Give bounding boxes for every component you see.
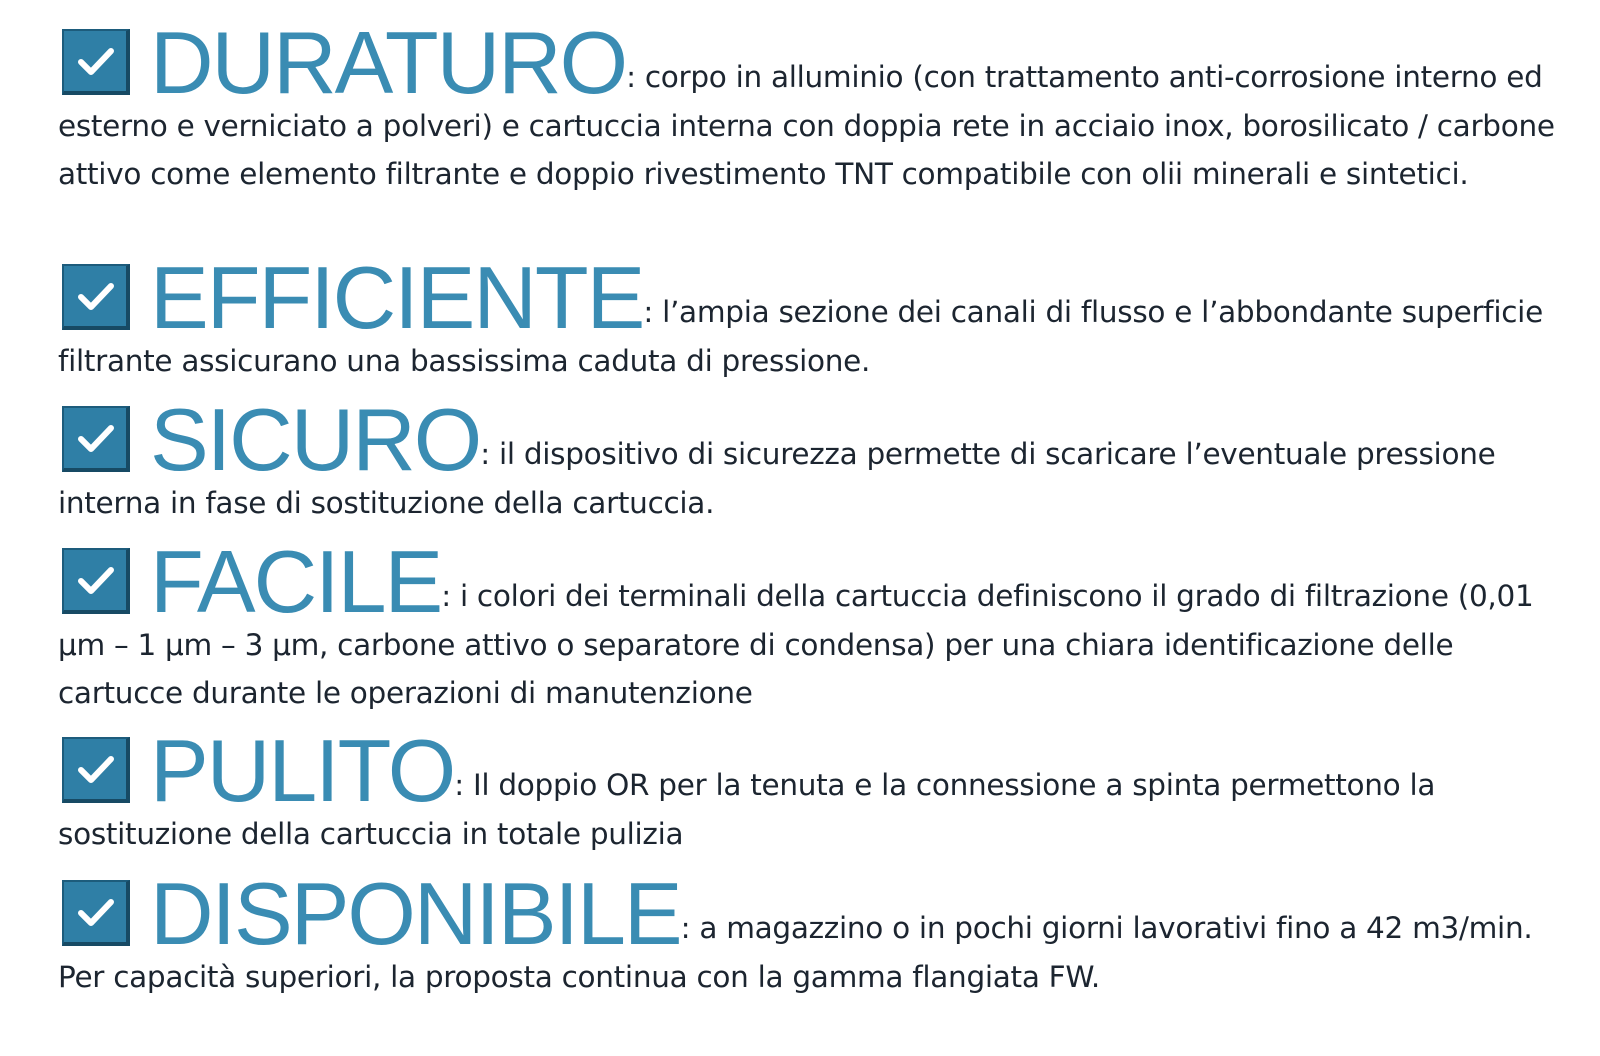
feature-keyword: SICURO [150, 390, 481, 489]
checkbox-checked-icon [62, 737, 130, 803]
feature-item-facile [58, 532, 1558, 718]
feature-keyword: FACILE [150, 532, 442, 631]
feature-description: : a magazzino o in pochi giorni lavorativi fino a 42 m3/min. Per capacità superiori, la proposta continua con la gamma flangiata FW. [58, 911, 1533, 994]
checkbox-checked-icon [62, 29, 130, 95]
feature-keyword: EFFICIENTE [150, 248, 644, 347]
feature-item-efficiente [58, 248, 1558, 385]
feature-description: : Il doppio OR per la tenuta e la connessione a spinta permettono la sostituzione della cartuccia in totale pulizia [58, 768, 1436, 851]
feature-item-pulito [58, 721, 1558, 858]
feature-keyword: PULITO [150, 721, 455, 820]
feature-item-sicuro [58, 390, 1558, 527]
feature-item-duraturo [58, 13, 1558, 199]
feature-item-disponibile [58, 864, 1558, 1001]
feature-description: : i colori dei terminali della cartuccia definiscono il grado di filtrazione (0,01 μm – 1 μm – 3 μm, carbone attivo o separatore di condensa) per una chiara identificazione delle cartucce durante le operazioni di manutenzione [58, 579, 1534, 710]
feature-keyword: DURATURO [150, 13, 627, 112]
feature-keyword: DISPONIBILE [150, 864, 681, 963]
feature-description: : l’ampia sezione dei canali di flusso e l’abbondante superficie filtrante assicurano una bassissima caduta di pressione. [58, 295, 1543, 378]
checkbox-checked-icon [62, 264, 130, 330]
checkbox-checked-icon [62, 880, 130, 946]
feature-description: : il dispositivo di sicurezza permette di scaricare l’eventuale pressione interna in fase di sostituzione della cartuccia. [58, 437, 1496, 520]
checkbox-checked-icon [62, 548, 130, 614]
checkbox-checked-icon [62, 406, 130, 472]
feature-description: : corpo in alluminio (con trattamento anti-corrosione interno ed esterno e verniciato a polveri) e cartuccia interna con doppia rete in acciaio inox, borosilicato / carbone attivo come elemento filtrante e doppio rivestimento TNT compatibile con olii minerali e sintetici. [58, 60, 1555, 191]
